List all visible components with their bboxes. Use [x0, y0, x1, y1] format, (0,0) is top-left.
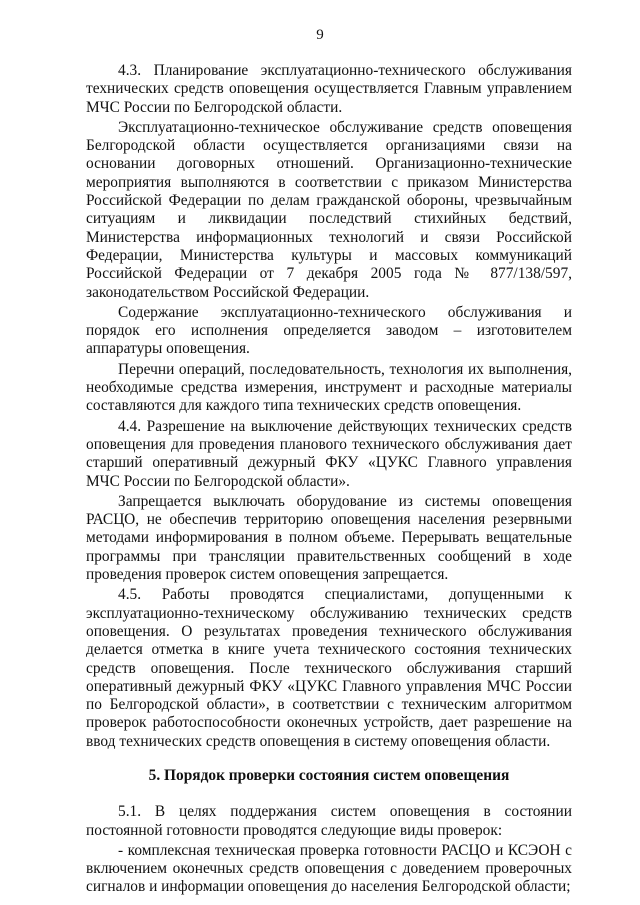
paragraph-4-5: 4.5. Работы проводятся специалистами, допущенными к эксплуатационно-техническому обслуживанию технических средств оповещения. О результатах проведения технического обслуживания делается отметка в книге учета технического состояния технических средств оповещения. После технического обслуживания старший оперативный дежурный ФКУ «ЦУКС Главного управления МЧС России по Белгородской области», в соответствии с техническим алгоритмом проверок работоспособности оконечных устройств, дает разрешение на ввод технических средств оповещения в систему оповещения области. — [86, 586, 572, 750]
paragraph-4-4: 4.4. Разрешение на выключение действующих технических средств оповещения для проведения планового технического обслуживания дает старший оперативный дежурный ФКУ «ЦУКС Главного управления МЧС России по Белгородской области». — [86, 417, 572, 490]
list-item-complex-check: - комплексная техническая проверка готовности РАСЦО и КСЭОН с включением оконечных средств оповещения с доведением проверочных сигналов и информации оповещения до населения Белгородской области; — [86, 841, 572, 896]
section-heading: 5. Порядок проверки состояния систем оповещения — [148, 766, 510, 784]
paragraph-4-3: 4.3. Планирование эксплуатационно-технического обслуживания технических средств оповещения осуществляется Главным управлением МЧС России по Белгородской области. — [86, 62, 572, 116]
paragraph-shutdown-prohibition: Запрещается выключать оборудование из системы оповещения РАСЦО, не обеспечив территорию оповещения населения резервными методами информирования в полном объеме. Перерывать вещательные программы при трансляции правительственных сообщений в ходе проведения проверок систем оповещения запрещается. — [86, 492, 572, 584]
page-number: 9 — [316, 27, 324, 43]
paragraph-5-1: 5.1. В целях поддержания систем оповещения в состоянии постоянной готовности проводятся следующие виды проверок: — [86, 803, 572, 839]
paragraph-maintenance-content: Содержание эксплуатационно-технического обслуживания и порядок его исполнения определяется заводом – изготовителем аппаратуры оповещения. — [86, 303, 572, 358]
paragraph-operations-lists: Перечни операций, последовательность, технология их выполнения, необходимые средства измерения, инструмент и расходные материалы составляются для каждого типа технических средств оповещения. — [86, 360, 572, 415]
document-body — [86, 62, 572, 897]
paragraph-maintenance-organizations: Эксплуатационно-техническое обслуживание средств оповещения Белгородской области осуществляется организациями связи на основании договорных отношений. Организационно-технические мероприятия выполняются в соответствии с приказом Министерства Российской Федерации по делам гражданской обороны, чрезвычайным ситуациям и ликвидации последствий стихийных бедствий, Министерства информационных технологий и связи Российской Федерации, Министерства культуры и массовых коммуникаций Российской Федерации от 7 декабря 2005 года № 877/138/597, законодательством Российской Федерации. — [86, 118, 572, 301]
